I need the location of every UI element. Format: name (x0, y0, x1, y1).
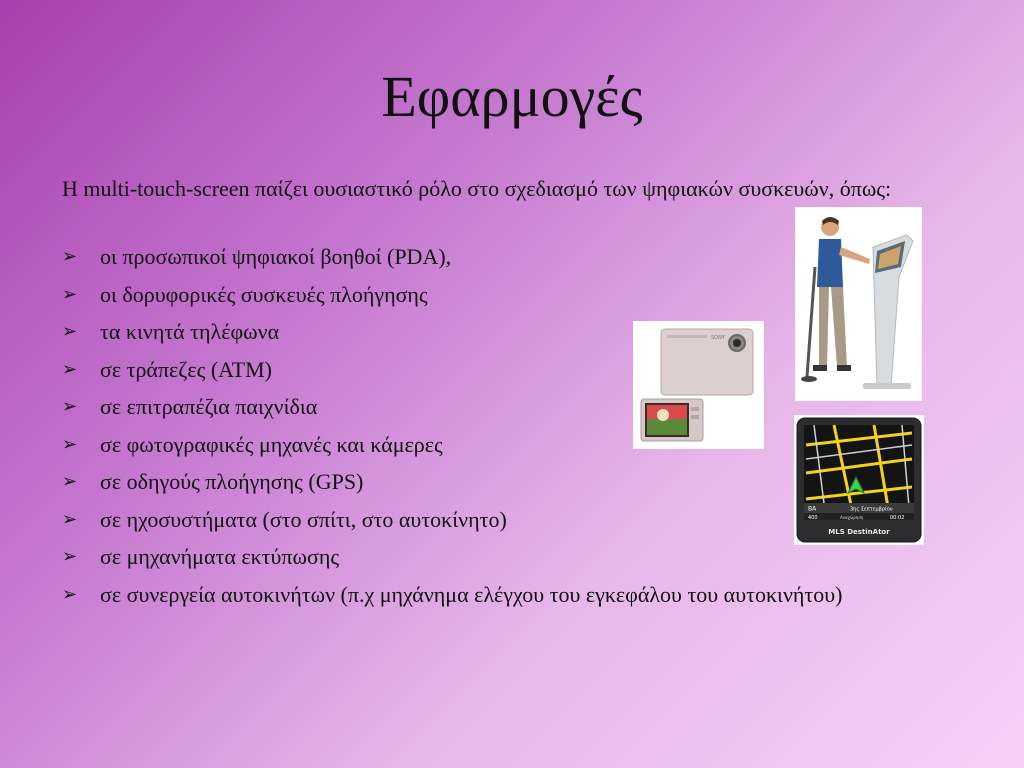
arrow-bullet-icon: ➢ (62, 246, 78, 267)
camera-photo (633, 321, 764, 449)
arrow-bullet-icon: ➢ (62, 283, 78, 305)
gps-left-label: BA (808, 505, 817, 513)
camera-illustration (633, 321, 764, 449)
list-item: ➢ σε επιτραπέζια παιχνίδια (62, 392, 922, 422)
arrow-bullet-icon: ➢ (62, 321, 78, 342)
arrow-bullet-icon: ➢ (62, 358, 78, 380)
list-item: ➢ σε φωτογραφικές μηχανές και κάμερες (62, 430, 922, 460)
list-item: ➢ σε ηχοσυστήματα (στο σπίτι, στο αυτοκίνητο) (62, 505, 922, 535)
gps-photo (794, 415, 924, 545)
arrow-bullet-icon: ➢ (62, 546, 78, 567)
arrow-bullet-icon: ➢ (62, 433, 78, 455)
gps-illustration (794, 415, 924, 545)
kiosk-photo (795, 207, 922, 401)
kiosk-illustration (795, 207, 922, 401)
bullet-list (62, 242, 922, 617)
list-item: ➢ σε τράπεζες (ATM) (62, 355, 922, 385)
intro-text: Η multi-touch-screen παίζει ουσιαστικό ρόλο στο σχεδιασμό των ψηφιακών συσκευών, όπως: (62, 176, 892, 201)
list-item: ➢ σε μηχανήματα εκτύπωσης (62, 542, 922, 572)
list-item: ➢ τα κινητά τηλέφωνα (62, 317, 922, 347)
list-item: ➢ οι προσωπικοί ψηφιακοί βοηθοί (PDA), (62, 242, 922, 272)
arrow-bullet-icon: ➢ (62, 583, 78, 605)
arrow-bullet-icon: ➢ (62, 508, 78, 530)
list-item: ➢ σε συνεργεία αυτοκινήτων (π.χ μηχάνημα ελέγχου του εγκεφάλου του αυτοκινήτου) (62, 580, 922, 610)
list-item: ➢ οι δορυφορικές συσκευές πλοήγησης (62, 280, 922, 310)
arrow-bullet-icon: ➢ (62, 471, 78, 492)
gps-street: 3ης Σεπτεμβρίου (850, 506, 893, 513)
camera-brand: SONY (711, 335, 725, 341)
gps-time: 00:02 (890, 515, 905, 521)
arrow-bullet-icon: ➢ (62, 396, 78, 417)
gps-distance: 400 (808, 515, 818, 521)
slide-title: Εφαρμογές (381, 64, 643, 129)
list-item: ➢ σε οδηγούς πλοήγησης (GPS) (62, 467, 922, 497)
gps-brand: MLS DestinAtor (828, 528, 890, 536)
gps-center-label: Αναχώρηση (840, 515, 864, 520)
